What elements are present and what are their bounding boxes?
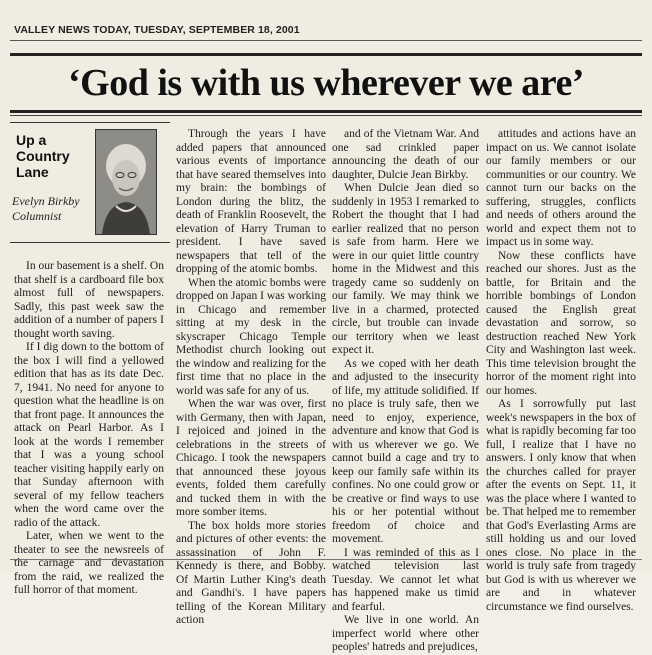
paragraph: I was reminded of this as I watched television last Tuesday. We cannot let what has happened make us timid and fearful.: [332, 546, 479, 613]
paragraph: In our basement is a shelf. On that shelf is a cardboard file box almost full of newspapers. Sadly, this past week saw the addition of a number of papers I thought worth saving.: [14, 260, 164, 340]
divider: [10, 40, 642, 41]
divider: [10, 53, 642, 56]
article-column-1: [14, 260, 164, 598]
article-column-4: [486, 128, 636, 614]
article-column-3: [332, 128, 479, 655]
article-column-2: [176, 128, 326, 628]
column-title: Up a Country Lane: [16, 132, 70, 180]
divider: [10, 110, 642, 113]
paragraph: When Dulcie Jean died so suddenly in 1953 I remarked to Robert the thought that I had earlier realized that no person is safe from harm. Here we were in our quiet little country home in the Midwest and this tragedy came so suddenly on our family. We may think we live in a charmed, protected circle, but trouble can invade our territory when we least expect it.: [332, 182, 479, 356]
paragraph: When the war was over, first with Germany, then with Japan, I rejoiced and joined in the celebrations in the streets of Chicago. I took the newspapers that announced these joyous events, folded them carefully and tucked them in with the more somber items.: [176, 398, 326, 518]
paragraph: Through the years I have added papers that announced various events of importance that have seared themselves into my brain: the bombings of London during the blitz, the death of Franklin Roosevelt, the elevation of Harry Truman to president. I have saved newspapers that tell of the dropping of the atomic bombs.: [176, 128, 326, 275]
paragraph: As we coped with her death and adjusted to the insecurity of life, my attitude solidified. If no place is truly safe, then we need to enjoy, experience, adventure and know that God is with us wherever we go. We cannot build a cage and try to keep our family safe within its confines. No one could grow or be creative or find ways to use his or her potential without freedom of choice and movement.: [332, 357, 479, 545]
author-role: Columnist: [12, 209, 62, 223]
column-byline: [12, 194, 97, 224]
portrait-svg: [96, 130, 156, 234]
paragraph: and of the Vietnam War. And one sad crinkled paper announcing the death of our daughter, Dulcie Jean Birkby.: [332, 128, 479, 181]
paragraph: The box holds more stories and pictures of other events: the assassination of John F. Kennedy is there, and Bobby. Of Martin Luther King's death and Gandhi's. I have papers telling of the Korean Military action: [176, 519, 326, 626]
columnist-portrait-icon: [95, 129, 157, 235]
paragraph: If I dig down to the bottom of the box I will find a yellowed edition that has as its date Dec. 7, 1941. No need for anyone to question what the headline is on that front page. It announces the attack on Pearl Harbor. As I look at the words I remember that I was a young school teacher visiting happily early on that Sunday afternoon with several of my fellow teachers when the word came over the radio of the attack.: [14, 341, 164, 529]
paragraph: As I sorrowfully put last week's newspapers in the box of what is rapidly becoming far too full, I realize that I have no answers. I only know that when the churches called for prayer after the events on Sept. 11, it was the place where I wanted to be. That helped me to remember that God's Everlasting Arms are still holding us and our loved ones close. No place in the world is truly safe from tragedy but God is with us wherever we are and in whatever circumstance we find ourselves.: [486, 398, 636, 613]
headline: ‘God is with us wherever we are’: [68, 62, 584, 104]
paragraph: We live in one world. An imperfect world where other peoples' hatreds and prejudices,: [332, 614, 479, 653]
masthead-line: VALLEY NEWS TODAY, TUESDAY, SEPTEMBER 18, 2001: [14, 24, 300, 36]
divider: [10, 122, 170, 123]
divider: [10, 559, 642, 560]
paragraph: attitudes and actions have an impact on us. We cannot isolate our family members or our communities or our country. We cannot turn our backs on the suffering, struggles, conflicts and needs of others around the world and expect them not to impact us in some way.: [486, 128, 636, 248]
paragraph: Now these conflicts have reached our shores. Just as the battle, for Britain and the horrible bombings of London caused the English great devastation and sorrow, so destruction reached New York City and Washington last week. This time television brought the horror of the moment right into our homes.: [486, 249, 636, 397]
author-name: Evelyn Birkby: [12, 194, 80, 208]
divider: [10, 115, 642, 116]
divider: [10, 242, 170, 243]
paragraph: When the atomic bombs were dropped on Japan I was working in Chicago and remember sitting at my desk in the skyscraper Chicago Temple Methodist church looking out the window and realizing for the first time that no place in the world was safe for any of us.: [176, 276, 326, 397]
paragraph: Later, when we went to the theater to see the newsreels of the carnage and devastation from the raid, we realized the full horror of that moment.: [14, 530, 164, 596]
